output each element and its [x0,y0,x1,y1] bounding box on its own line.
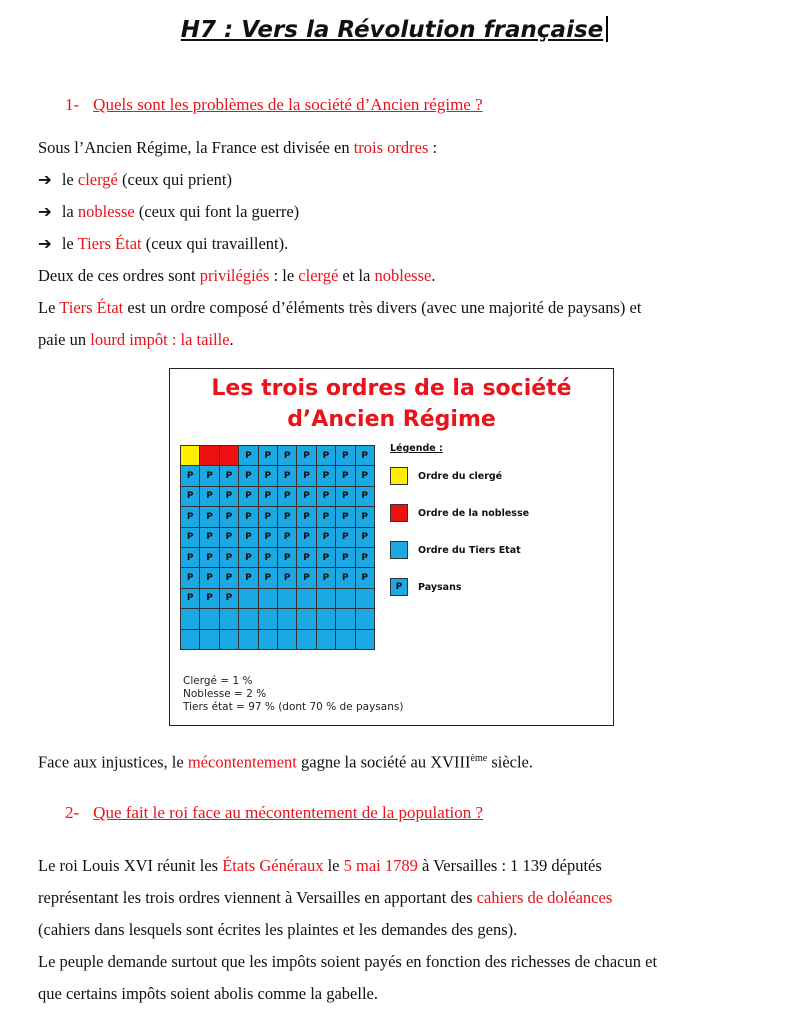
paysan-cell: P [297,487,316,507]
tiers-etat-cell [181,609,200,629]
paysan-cell: P [181,568,200,588]
noblesse-cell [220,446,239,466]
figure-title: Les trois ordres de la société d’Ancien Régime [211,376,572,432]
paysan-cell: P [220,466,239,486]
paysan-cell: P [297,466,316,486]
paysan-cell: P [220,548,239,568]
legend-item [390,573,529,601]
paysan-cell: P [259,507,278,527]
tiers-etat-cell [181,630,200,650]
legend [390,443,529,610]
tiers-etat-cell [239,609,258,629]
paysan-cell: P [278,528,297,548]
bullet-tiers-etat: ➔ le Tiers État (ceux qui travaillent). [38,234,289,253]
paysan-cell: P [356,507,375,527]
paysan-cell: P [336,466,355,486]
tiers-etat-cell [278,609,297,629]
arrow-icon: ➔ [38,202,52,221]
legend-item [390,536,529,564]
tiers-etat-cell [317,630,336,650]
bullet-clerge: ➔ le clergé (ceux qui prient) [38,170,232,189]
tiers-etat-cell [220,630,239,650]
tiers-etat-cell [200,630,219,650]
tiers-etat-cell [200,609,219,629]
question-1-text: Quels sont les problèmes de la société d’Ancien régime ? [93,95,483,114]
paysan-cell: P [220,528,239,548]
paysan-cell: P [200,528,219,548]
tiers-etat-cell [336,589,355,609]
paysan-cell: P [336,487,355,507]
paysan-cell: P [239,446,258,466]
tiers-etat-cell [336,609,355,629]
paysan-cell: P [220,487,239,507]
tiers-etat-cell [336,630,355,650]
tiers-etat-cell [297,609,316,629]
paysan-cell: P [297,507,316,527]
legend-swatch [390,504,408,522]
paysan-cell: P [181,589,200,609]
paysan-cell: P [317,548,336,568]
legend-label: Ordre de la noblesse [418,507,530,519]
paysan-cell: P [278,568,297,588]
tiers-etat-cell [356,630,375,650]
tiers-etat-cell [239,630,258,650]
paysan-cell: P [317,507,336,527]
stat-tiers-etat: Tiers état = 97 % (dont 70 % de paysans) [183,701,404,713]
paysan-cell: P [200,507,219,527]
etats-generaux-paragraph: Le roi Louis XVI réunit les États Généraux le 5 mai 1789 à Versailles : 1 139 députés représentant les trois ordres viennent à Versailles en apportant des cahiers de doléances (cahiers dans lesquels sont écrites les plaintes et les demandes des gens). Le peuple demande surtout que les impôts soient payés en fonction des richesses de chacun et que certains impôts soient abolis comme la gabelle. [38,856,658,1003]
legend-label: Ordre du Tiers Etat [418,544,521,556]
paysan-cell: P [200,568,219,588]
clerge-cell [181,446,200,466]
paysan-cell: P [181,548,200,568]
question-1-number: 1- [65,95,80,114]
paysan-cell: P [200,487,219,507]
tiers-etat-cell [220,609,239,629]
paysan-cell: P [259,568,278,588]
paysan-cell: P [356,487,375,507]
paysan-cell: P [278,466,297,486]
paysan-cell: P [336,446,355,466]
privileges-line: Deux de ces ordres sont privilégiés : le clergé et la noblesse. [38,266,436,285]
paysan-cell: P [259,528,278,548]
paysan-cell: P [278,507,297,527]
paysan-cell: P [259,446,278,466]
tiers-etat-cell [356,589,375,609]
paysan-cell: P [356,446,375,466]
paysan-cell: P [181,528,200,548]
paysan-cell: P [200,548,219,568]
paysan-cell: P [336,507,355,527]
arrow-icon: ➔ [38,170,52,189]
paysan-cell: P [356,528,375,548]
question-2-number: 2- [65,803,80,822]
paysan-cell: P [239,548,258,568]
intro-paragraph: Sous l’Ancien Régime, la France est divisée en trois ordres : ➔ le clergé (ceux qui prient) ➔ la noblesse (ceux qui font la guerre) ➔ le Tiers État (ceux qui travaillent). Deux de ces ordres sont privilégiés : le clergé et la noblesse. Le Tiers État est un ordre composé d’éléments très divers (avec une majorité de paysans) et paie un lourd impôt : la taille. [38,132,749,356]
question-2-heading [65,803,483,823]
paysan-cell: P [259,548,278,568]
stat-clerge: Clergé = 1 % [183,675,253,687]
paysan-cell: P [278,548,297,568]
paysan-cell: P [317,568,336,588]
legend-label: Paysans [418,581,462,593]
tiers-etat-cell [259,589,278,609]
discontent-paragraph: Face aux injustices, le mécontentement gagne la société au XVIIIème siècle. [38,752,533,772]
tiers-etat-cell [297,630,316,650]
paysan-cell: P [356,466,375,486]
paysan-cell: P [317,446,336,466]
question-2-text: Que fait le roi face au mécontentement de la population ? [93,803,484,822]
tiers-etat-cell [259,630,278,650]
paysan-cell: P [220,568,239,588]
paysan-cell: P [239,568,258,588]
tiers-etat-cell [297,589,316,609]
paysan-cell: P [220,589,239,609]
stat-noblesse: Noblesse = 2 % [183,688,267,700]
paysan-cell: P [336,528,355,548]
tiers-etat-cell [356,609,375,629]
paysan-cell: P [336,548,355,568]
arrow-icon: ➔ [38,234,52,253]
paysan-cell: P [317,466,336,486]
noblesse-cell [200,446,219,466]
paysan-cell: P [356,548,375,568]
paysan-cell: P [181,487,200,507]
paysan-cell: P [200,466,219,486]
population-grid [180,445,375,650]
tiers-etat-cell [259,609,278,629]
paysan-cell: P [259,487,278,507]
paysan-cell: P [297,568,316,588]
paysan-cell: P [356,568,375,588]
legend-item [390,499,529,527]
legend-title: Légende : [390,443,443,454]
paysan-cell: P [239,466,258,486]
paysan-cell: P [239,528,258,548]
legend-swatch [390,541,408,559]
society-orders-figure [169,368,614,726]
paysan-cell: P [297,548,316,568]
legend-swatch [390,467,408,485]
legend-item [390,462,529,490]
paysan-cell: P [181,466,200,486]
paysan-cell: P [336,568,355,588]
stats-block [183,675,403,714]
text-cursor [606,16,608,42]
paysan-cell: P [317,528,336,548]
tiers-etat-cell [317,589,336,609]
paysan-cell: P [317,487,336,507]
taille-line: paie un lourd impôt : la taille. [38,330,234,349]
tiers-etat-cell [317,609,336,629]
legend-label: Ordre du clergé [418,470,503,482]
paysan-cell: P [220,507,239,527]
paysan-cell: P [259,466,278,486]
page-title: H7 : Vers la Révolution française [0,16,789,43]
paysan-cell: P [278,446,297,466]
question-1-heading [65,95,483,115]
tiers-etat-cell [239,589,258,609]
paysan-cell: P [239,487,258,507]
legend-swatch: P [390,578,408,596]
paysan-cell: P [181,507,200,527]
tiers-etat-cell [278,589,297,609]
paysan-cell: P [297,446,316,466]
paysan-cell: P [297,528,316,548]
paysan-cell: P [239,507,258,527]
tiers-etat-cell [278,630,297,650]
paysan-cell: P [278,487,297,507]
tiers-etat-line: Le Tiers État est un ordre composé d’éléments très divers (avec une majorité de paysans) et [38,298,642,317]
paysan-cell: P [200,589,219,609]
bullet-noblesse: ➔ la noblesse (ceux qui font la guerre) [38,202,300,221]
